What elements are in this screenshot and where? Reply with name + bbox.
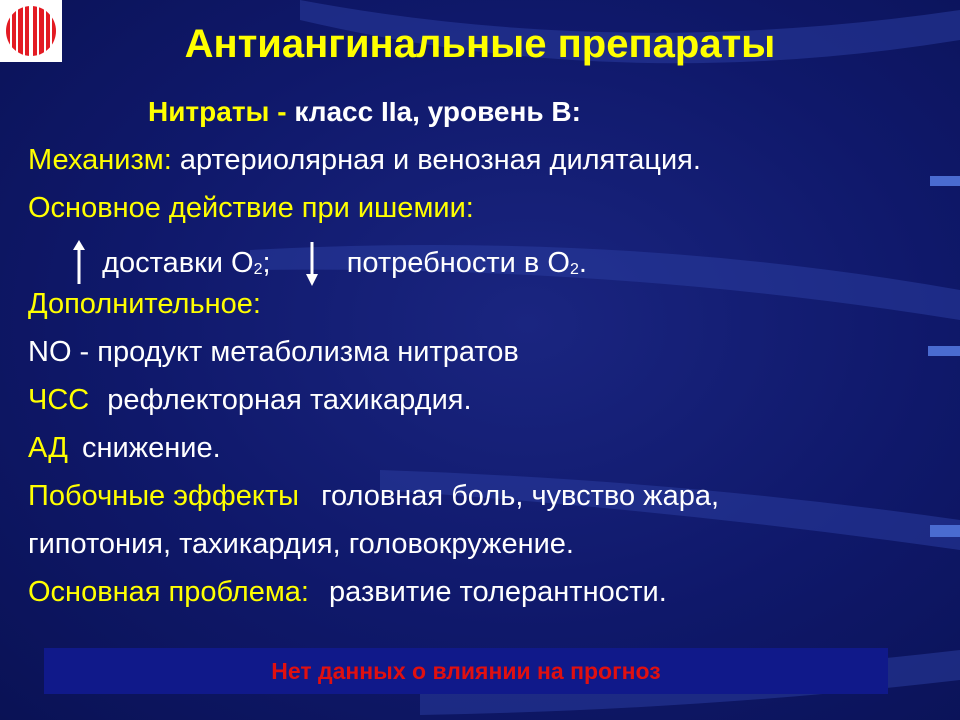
- side-effects-continued-text: гипотония, тахикардия, головокружение.: [28, 528, 574, 560]
- main-problem-text: развитие толерантности.: [329, 576, 667, 608]
- bg-dash: [928, 346, 960, 356]
- slide-title: Антиангинальные препараты: [184, 22, 776, 66]
- side-effects-continued-line: [28, 528, 574, 561]
- blood-pressure-label: АД: [28, 432, 68, 464]
- side-effects-line: [28, 480, 719, 513]
- slide-subtitle: [148, 96, 581, 128]
- no-text: NO - продукт метаболизма нитратов: [28, 336, 519, 368]
- o2-subscript: 2: [253, 261, 263, 278]
- subtitle-part2: класс IIa, уровень В:: [294, 96, 581, 127]
- mechanism-text: артериолярная и венозная дилятация.: [171, 144, 701, 176]
- mechanism-line: [28, 144, 701, 177]
- demand-end: .: [578, 247, 587, 279]
- delivery-text: доставки О: [102, 247, 254, 279]
- footer-banner: Нет данных о влиянии на прогноз: [44, 648, 888, 694]
- no-line: [28, 336, 519, 369]
- demand-text: потребности в О: [346, 247, 570, 279]
- main-problem-line: [28, 576, 667, 609]
- delivery-separator: ;: [262, 247, 271, 279]
- arrow-up-icon: [72, 240, 86, 286]
- additional-label: Дополнительное:: [28, 288, 261, 320]
- main-action-label: Основное действие при ишемии:: [28, 192, 474, 224]
- blood-pressure-line: [28, 432, 221, 465]
- main-action-line: [28, 192, 474, 225]
- heart-rate-line: [28, 384, 472, 417]
- heart-rate-text: рефлекторная тахикардия.: [107, 384, 472, 416]
- delivery-line: [72, 240, 587, 286]
- arrow-down-icon: [305, 240, 319, 286]
- bg-dash: [930, 525, 960, 537]
- side-effects-label: Побочные эффекты: [28, 480, 300, 512]
- heart-rate-label: ЧСС: [28, 384, 90, 416]
- bg-dash: [930, 176, 960, 186]
- main-problem-label: Основная проблема:: [28, 576, 309, 608]
- additional-line: [28, 288, 261, 321]
- subtitle-part1: Нитраты -: [148, 96, 295, 127]
- mechanism-label: Механизм:: [28, 144, 172, 176]
- blood-pressure-text: снижение.: [82, 432, 221, 464]
- o2-subscript: 2: [569, 261, 579, 278]
- side-effects-text: головная боль, чувство жара,: [321, 480, 720, 512]
